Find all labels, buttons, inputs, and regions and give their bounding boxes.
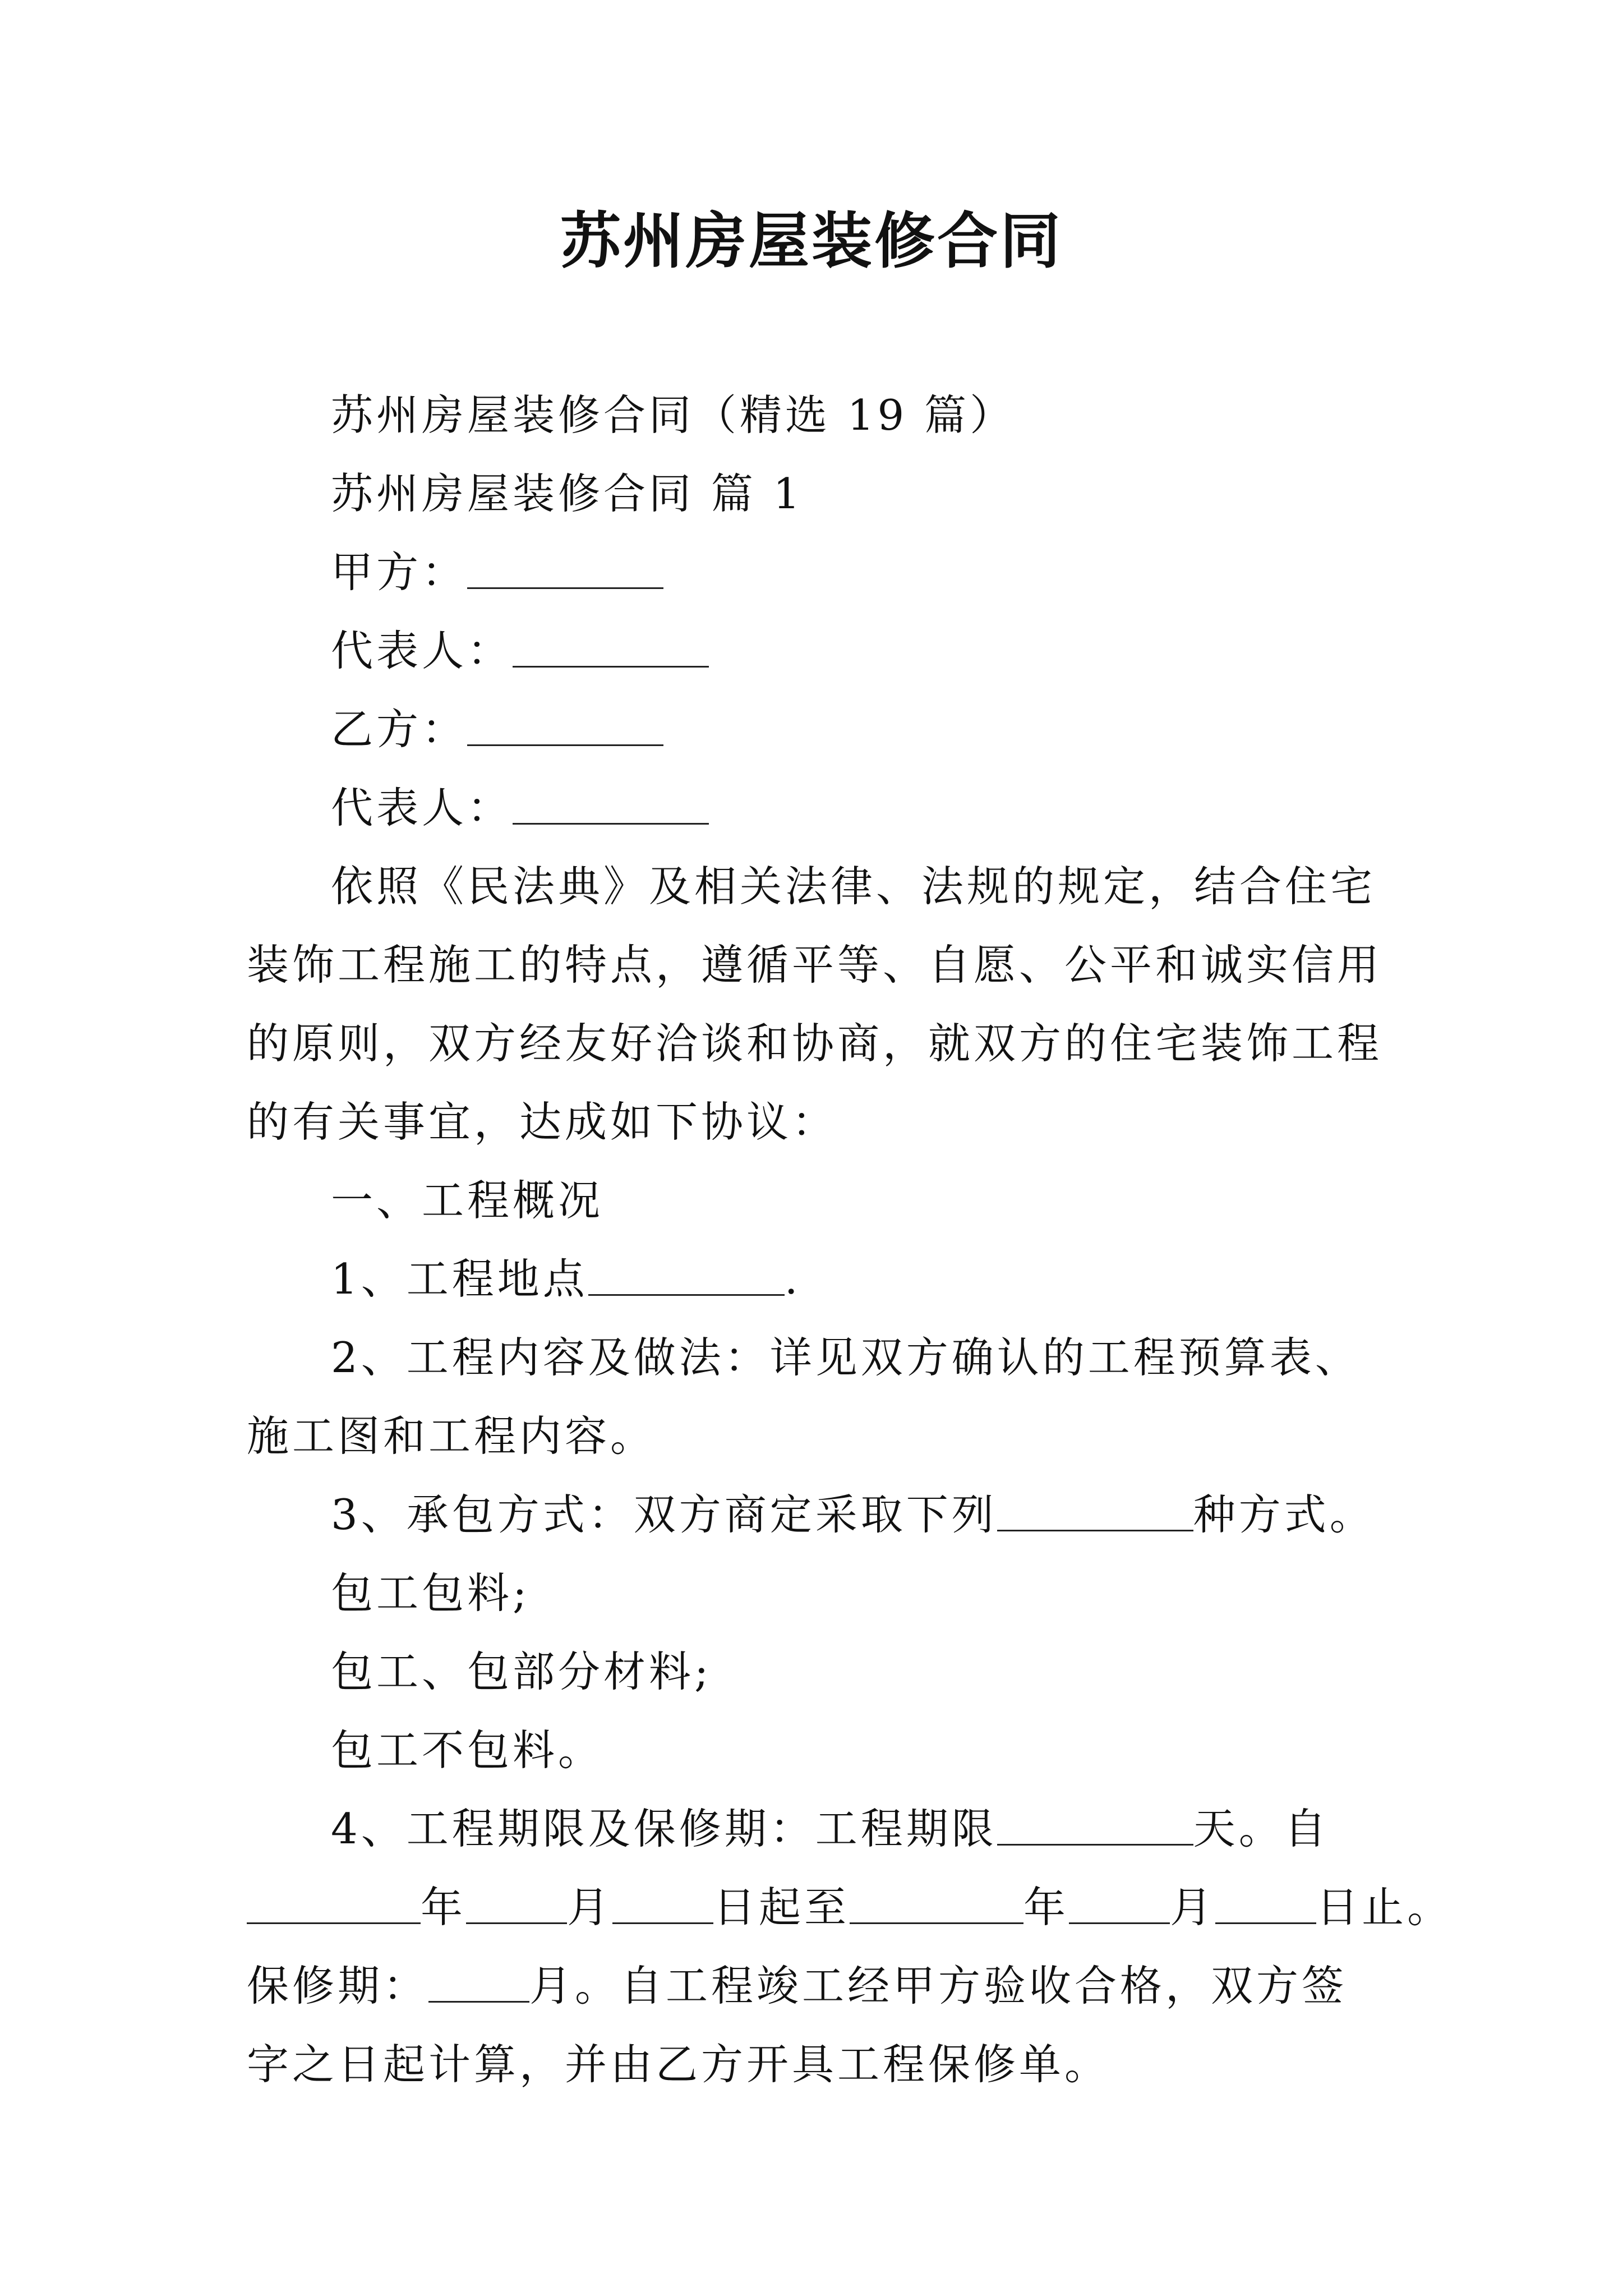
item3-end: 种方式。 <box>1193 1490 1375 1539</box>
item4-text: 4、工程期限及保修期：工程期限 <box>331 1804 997 1853</box>
document-body <box>247 376 1453 2104</box>
start-day-blank <box>612 1880 713 1924</box>
section1-heading: 一、工程概况 <box>331 1176 604 1225</box>
item3-text: 3、承包方式：双方商定采取下列 <box>331 1490 997 1539</box>
item4-days-blank <box>997 1802 1193 1846</box>
item2-paragraph: 2、工程内容及做法：详见双方确认的工程预算表、施工图和工程内容。 <box>247 1333 1361 1461</box>
party-a-label: 甲方： <box>331 547 468 597</box>
party-b-rep-line <box>247 769 1385 847</box>
warranty-label: 保修期： <box>247 1961 429 2010</box>
start-year-label: 年 <box>421 1883 467 1932</box>
start-month-blank <box>466 1880 567 1924</box>
party-b-line <box>247 690 1385 769</box>
item4-line2 <box>247 1868 1453 1947</box>
party-b-blank <box>467 702 663 746</box>
item4-warranty <box>247 1947 1385 2104</box>
end-day-blank <box>1215 1880 1316 1924</box>
start-year-blank <box>247 1880 421 1924</box>
party-a-line <box>247 533 1385 611</box>
party-b-rep-blank <box>513 781 709 825</box>
party-a-rep-line <box>247 611 1385 690</box>
party-a-rep-label: 代表人： <box>331 626 513 675</box>
item4-line1 <box>247 1789 1385 1868</box>
item3-blank <box>997 1488 1193 1531</box>
item1-end: . <box>784 1254 801 1304</box>
document-title: 苏州房屋装修合同 <box>560 206 1063 277</box>
warranty-rest: 月。自工程竣工经甲方验收合格，双方签字之日起计算，并由乙方开具工程保修单。 <box>247 1961 1348 2089</box>
end-year-label: 年 <box>1023 1883 1069 1932</box>
section-heading: 苏州房屋装修合同 篇 1 <box>331 469 804 518</box>
party-a-blank <box>467 545 663 589</box>
item4-days-unit: 天。自 <box>1193 1804 1330 1853</box>
intro-paragraph: 依照《民法典》及相关法律、法规的规定，结合住宅装饰工程施工的特点，遵循平等、自愿、公平和诚实信用的原则，双方经友好洽谈和协商，就双方的住宅装饰工程的有关事宜，达成如下协议： <box>247 862 1383 1147</box>
end-month-label: 月 <box>1170 1883 1216 1932</box>
option1-line: 包工包料; <box>331 1568 531 1618</box>
end-year-blank <box>850 1880 1023 1924</box>
end-day-label: 日止。 <box>1316 1883 1453 1932</box>
party-a-rep-blank <box>513 624 709 668</box>
option3-line: 包工不包料。 <box>331 1726 604 1775</box>
item1-text: 1、工程地点 <box>331 1254 588 1304</box>
start-day-label: 日起至 <box>713 1883 850 1932</box>
item1-blank <box>588 1252 785 1296</box>
warranty-months-blank <box>428 1959 529 2003</box>
option2-line: 包工、包部分材料; <box>331 1647 712 1696</box>
item3-line <box>247 1475 1385 1554</box>
item1-line <box>247 1240 1385 1318</box>
document-subtitle: 苏州房屋装修合同（精选 19 篇） <box>331 390 1016 440</box>
party-b-label: 乙方： <box>331 705 468 754</box>
start-month-label: 月 <box>567 1883 613 1932</box>
party-b-rep-label: 代表人： <box>331 783 513 832</box>
end-month-blank <box>1069 1880 1170 1924</box>
